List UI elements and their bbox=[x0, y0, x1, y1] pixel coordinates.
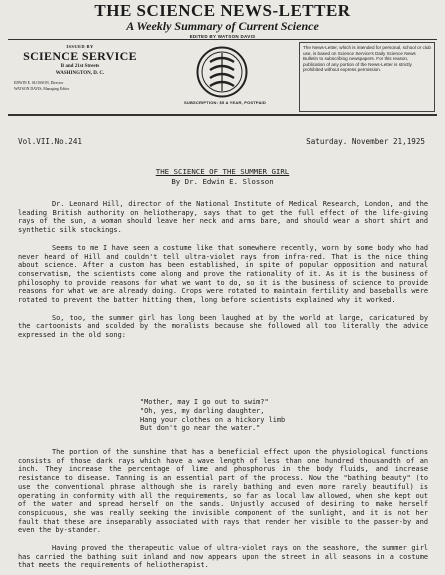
director-credit: EDWIN E. SLOSSON, Director bbox=[14, 81, 64, 85]
verse-line: Hang your clothes on a hickory limb bbox=[140, 415, 286, 424]
verse-line: But don't go near the water." bbox=[140, 424, 261, 433]
verse-line: "Oh, yes, my darling daughter, bbox=[140, 406, 265, 415]
paragraph: Having proved the therapeutic value of ultra-violet rays on the seashore, the summer girl has carried the bathing suit inland and now appears upon the street in all seasons in a costume that meets the requirements of heliotherapist. bbox=[18, 544, 428, 570]
managing-editor-credit: WATSON DAVIS, Managing Editor bbox=[14, 87, 70, 91]
issued-by-label: ISSUED BY bbox=[66, 44, 94, 49]
paragraph: Dr. Leonard Hill, director of the National Institute of Medical Research, London, and the leading British authority on heliotherapy, says that to get the full effect of the life-giving rays of the sun, a woman should leave her neck and arms bare, and should wear a short shirt and synthetic silk stockings. bbox=[18, 200, 428, 235]
newsletter-subtitle: A Weekly Summary of Current Science bbox=[126, 19, 319, 33]
article-body-upper bbox=[18, 200, 428, 340]
paragraph: Seems to me I have seen a costume like that somewhere recently, worn by some body who had never heard of Hill and couldn't tell ultra-violet rays from infra-red. That is the nice thing about science. After a custom has been established, in spite of popular opposition and natural conservatism, the scientists come along and prove the rationality of it. As it is the business of philosophy to provide reasons for what we want to do, so it is the business of science to provide reasons for what we are already doing. Crops were rotated to maintain fertility and baseballs were rotated to prevent the batter hitting them, long before scientists explained why it worked. bbox=[18, 243, 428, 305]
song-verse bbox=[140, 398, 360, 433]
article-byline: By Dr. Edwin E. Slosson bbox=[171, 177, 274, 186]
newsletter-title: THE SCIENCE NEWS-LETTER bbox=[94, 1, 351, 20]
paragraph: The portion of the sunshine that has a beneficial effect upon the physiological functions consists of those dark rays which have a wave length of less than one hundred thousandth of an inch. They increase the percentage of lime and phosphorus in the body fluids, and increase resistance to disease. Tanning is an essential part of the process. Now the "bathing beauty" (to use the conventional phrase although she is rarely bathing and even more rarely beautiful) is operating in conformity with all the requirements, so far as local law allowed, when she kept out of the water and spread herself on the sands. Unjustly accused of desiring to make herself conspicuous, she was really seeking the invisible component of the sunlight, and it is not her fault that these are inseparably associated with rays that render her visible to the passer-by and even the by-stander. bbox=[18, 448, 428, 535]
article-title: THE SCIENCE OF THE SUMMER GIRL bbox=[155, 167, 290, 176]
editor-credit: EDITED BY WATSON DAVIS bbox=[189, 34, 256, 39]
publisher-address-2: WASHINGTON, D. C. bbox=[55, 71, 105, 76]
article-body-lower bbox=[18, 448, 428, 570]
volume-number: Vol.VII.No.241 bbox=[18, 137, 83, 146]
subscription-price: SUBSCRIPTION: $5 A YEAR, POSTPAID bbox=[184, 100, 266, 105]
science-service-seal-icon bbox=[196, 46, 248, 98]
article-heading bbox=[0, 167, 445, 187]
usage-notice: The News-Letter, which is intended for personal, school or club use, is based on Science Service's Daily Science News Bulletin to subscribing newspapers. For this reason, publication of any portion of the News-Letter is strictly prohibited without express permission. bbox=[299, 42, 435, 112]
publisher-name: SCIENCE SERVICE bbox=[23, 49, 137, 63]
verse-line: "Mother, may I go out to swim?" bbox=[140, 398, 269, 406]
issue-info bbox=[18, 137, 425, 146]
paragraph: So, too, the summer girl has long been laughed at by the world at large, caricatured by the cartoonists and scolded by the moralists because she followed all too literally the advice expressed in the old song: bbox=[18, 313, 428, 340]
issue-date: Saturday. November 21,1925 bbox=[306, 137, 425, 146]
masthead bbox=[0, 0, 445, 40]
header-rule-top bbox=[8, 39, 437, 40]
publisher-block bbox=[10, 44, 150, 108]
header-rule-bottom bbox=[8, 114, 437, 116]
publisher-address-1: B and 21st Streets bbox=[60, 64, 100, 69]
